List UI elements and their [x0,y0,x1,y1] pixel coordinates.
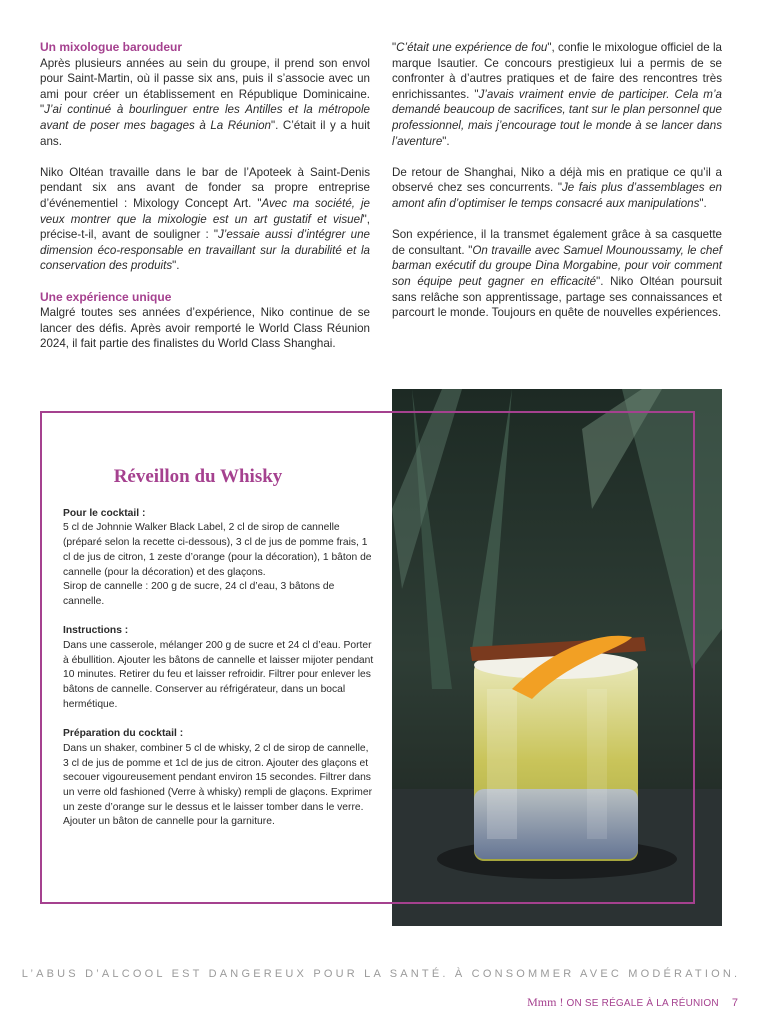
paragraph [40,56,370,150]
section-heading-experience: Une expérience unique [40,289,172,304]
paragraph-text: ". [172,259,180,273]
paragraph-text: ". C’était il y a huit ans. [40,118,370,148]
paragraph: Malgré toutes ses années d’expérience, Niko continue de se lancer des défis. Après avoir remporté le World Class Réunion 2024, il fait partie des finalistes du World Class Shanghai. [40,306,370,351]
article-column-right [392,40,722,336]
paragraph-text: ". [699,196,707,210]
paragraph-text: Après plusieurs années au sein du groupe, il prend son envol pour Saint-Martin, où il passe six ans, puis il s’associe avec un ami pour créer un établissement en République Dominicaine. " [40,56,370,117]
paragraph-text: ". Niko Oltéan poursuit sans relâche son apprentissage, partage ses connaissances et parcourt le monde. Toujours en quête de nouvelles expériences. [392,274,722,320]
cocktail-photo [392,389,722,926]
preparation-heading: Préparation du cocktail : [63,728,184,740]
page-footer [527,995,738,1010]
cocktail-illustration [392,389,722,926]
syrup-ingredients: Sirop de cannelle : 200 g de sucre, 24 cl d’eau, 3 bâtons de cannelle. [63,581,335,607]
quote: C’était une expérience de fou [396,41,548,54]
paragraph [392,227,722,321]
paragraph-text: Niko Oltéan travaille dans le bar de l’Apoteek à Saint-Denis pendant six ans avant de fonder sa propre entreprise d’événementiel : Mixology Concept Art. " [40,165,370,210]
paragraph [40,165,370,274]
article-column-left [40,40,370,367]
quote: J’essaie aussi d’intégrer une dimension éco-responsable en travaillant sur la durabilité et la conservation des produits [40,228,370,273]
paragraph [392,40,722,149]
magazine-tagline: ON SE RÉGALE À LA RÉUNION [566,998,719,1009]
section-heading-mixologue: Un mixologue baroudeur [40,40,183,54]
quote: On travaille avec Samuel Mounoussamy, le chef barman exécutif du groupe Dina Morgabine, pour voir comment son équipe peut gagner en efficacité [392,243,723,288]
cocktail-heading: Pour le cocktail : [63,507,146,519]
instructions-heading: Instructions : [63,625,129,637]
paragraph [392,165,722,212]
paragraph-text: Son expérience, il la transmet également grâce à sa casquette de consultant. " [392,228,722,257]
quote: J’ai continué à bourlinguer entre les Antilles et la métropole avant de poser mes bagages à La Réunion [40,103,370,132]
magazine-brand: Mmm ! [527,995,564,1009]
paragraph-text: " [392,41,397,54]
paragraph-text: ", précise-t-il, avant de souligner : " [40,212,370,242]
instructions-text: Dans une casserole, mélanger 200 g de sucre et 24 cl d’eau. Porter à ébullition. Ajouter les bâtons de cannelle et laisser mijoter pendant 10 minutes. Retirer du feu et laisser refroidir. Filtrer pour enlever les bâtons de cannelle. Conserver au réfrigérateur, dans un bocal hermétique. [63,640,374,710]
preparation-text: Dans un shaker, combiner 5 cl de whisky, 2 cl de sirop de cannelle, 3 cl de jus de pomme et 1cl de jus de citron. Ajouter des glaçons et secouer vigoureusement pendant environ 15 secondes. Filtrer dans un verre old fashioned (Verre à whisky) rempli de glaçons. Exprimer un zeste d’orange sur le dessus et le laisser tomber dans le verre. Ajouter un bâton de cannelle pour la garniture. [63,742,373,828]
cocktail-ingredients: 5 cl de Johnnie Walker Black Label, 2 cl de sirop de cannelle (préparé selon la recette ci-dessous), 3 cl de jus de pomme frais, 1 cl de jus de citron, 1 zeste d’orange (pour la décoration), 1 bâton de cannelle (pour la décoration) et des glaçons. [63,522,372,578]
page-number: 7 [731,997,738,1009]
paragraph-text: De retour de Shanghai, Niko a déjà mis en pratique ce qu’il a observé chez ses concurrents. " [392,165,722,195]
paragraph-text: ". [442,134,450,148]
quote: Avec ma société, je veux montrer que la mixologie est un art gustatif et visuel [40,196,370,226]
paragraph-text: ", confie le mixologue officiel de la marque Isautier. Ce concours prestigieux lui a permis de se confronter à d’autres pratiques et de faire des rencontres très enrichissantes. " [392,41,723,101]
recipe-title: Réveillon du Whisky [113,466,283,487]
health-warning: L’ABUS D’ALCOOL EST DANGEREUX POUR LA SANTÉ. À CONSOMMER AVEC MODÉRATION. [21,968,741,980]
recipe [63,466,375,845]
quote: Je fais plus d’assemblages en amont afin d’optimiser le temps consacré aux manipulations [392,181,722,210]
quote: J’avais vraiment envie de participer. Cela m’a demandé beaucoup de sacrifices, tant sur le plan personnel que professionnel, mais j’encourage tout le monde à se lancer dans l’aventure [392,87,722,148]
